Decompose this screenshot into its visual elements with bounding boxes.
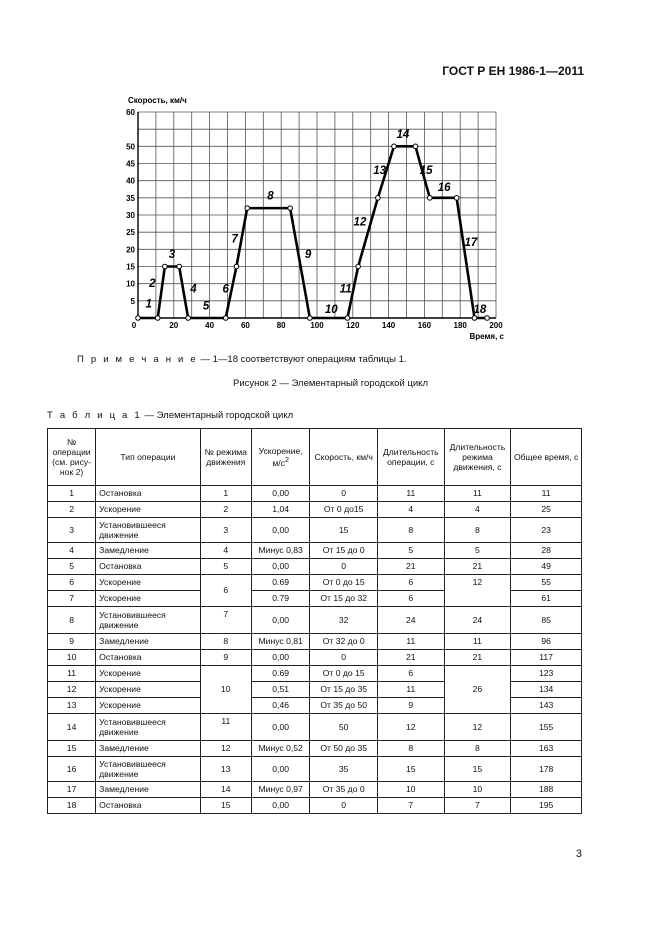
header-op-no: № операции (см. рису-нок 2) <box>48 429 96 486</box>
cell-accel: 0,00 <box>251 486 309 502</box>
table-row <box>48 502 582 518</box>
cell-op: 2 <box>48 502 96 518</box>
data-point <box>454 196 459 201</box>
cell-type: Ускорение <box>96 575 201 591</box>
cell-op-duration: 8 <box>378 741 445 757</box>
cell-op-duration: 12 <box>378 714 445 741</box>
cell-mode-duration: 11 <box>444 634 511 650</box>
operation-label: 15 <box>419 164 433 177</box>
operation-label: 17 <box>464 236 478 249</box>
table-row <box>48 634 582 650</box>
cell-op: 1 <box>48 486 96 502</box>
cell-mode: 10 <box>200 666 251 714</box>
cell-op-duration: 21 <box>378 650 445 666</box>
table-row <box>48 650 582 666</box>
cell-speed: От 50 до 35 <box>310 741 378 757</box>
cell-op: 12 <box>48 682 96 698</box>
cell-accel: 0,00 <box>251 518 309 543</box>
data-point <box>376 196 381 201</box>
cell-mode-duration: 26 <box>444 666 511 714</box>
cell-op-duration: 11 <box>378 486 445 502</box>
x-tick-label: 0 <box>131 321 137 330</box>
operation-label: 7 <box>231 233 238 246</box>
table-row <box>48 559 582 575</box>
cell-op-duration: 11 <box>378 634 445 650</box>
data-point <box>245 206 250 211</box>
header-op-type: Тип операции <box>96 429 201 486</box>
y-axis-label: Скорость, км/ч <box>128 96 187 105</box>
data-point <box>485 316 490 321</box>
header-accel <box>251 429 309 486</box>
cell-mode-duration: 4 <box>444 502 511 518</box>
cell-mode-duration: 5 <box>444 543 511 559</box>
cell-speed: От 15 до 35 <box>310 682 378 698</box>
data-point <box>345 316 350 321</box>
header-mode-duration: Длительность режима движения, с <box>444 429 511 486</box>
figure-note-text: — 1—18 соответствуют операциям таблицы 1. <box>197 354 407 365</box>
table-row <box>48 543 582 559</box>
x-tick-label: 20 <box>169 321 179 330</box>
table-row <box>48 575 582 591</box>
y-tick-label: 15 <box>126 262 135 272</box>
operation-label: 4 <box>190 283 197 296</box>
cell-mode: 9 <box>200 650 251 666</box>
cell-total: 155 <box>511 714 582 741</box>
header-op-duration: Длительность операции, с <box>378 429 445 486</box>
cell-total: 123 <box>511 666 582 682</box>
cell-speed: 35 <box>310 757 378 782</box>
y-tick-label: 45 <box>126 159 135 169</box>
cell-total: 85 <box>511 607 582 634</box>
header-accel-text: Ускорение, м/с <box>258 445 303 468</box>
figure-note-prefix: П р и м е ч а н и е <box>77 354 198 365</box>
cell-accel: 1,04 <box>251 502 309 518</box>
cell-op-duration: 8 <box>378 518 445 543</box>
cell-type: Установившееся движение <box>96 714 201 741</box>
cell-total: 11 <box>511 486 582 502</box>
cell-type: Остановка <box>96 486 201 502</box>
header-speed: Скорость, км/ч <box>310 429 378 486</box>
cell-op: 16 <box>48 757 96 782</box>
table-row <box>48 666 582 682</box>
data-point <box>136 316 141 321</box>
cell-mode: 11 <box>200 714 251 741</box>
cell-op-duration: 11 <box>378 682 445 698</box>
cell-total: 96 <box>511 634 582 650</box>
x-tick-label: 120 <box>346 321 360 330</box>
cell-mode: 13 <box>200 757 251 782</box>
cell-op: 10 <box>48 650 96 666</box>
cell-accel: 0,00 <box>251 757 309 782</box>
data-point <box>308 316 313 321</box>
y-tick-label: 20 <box>126 245 135 255</box>
cell-mode: 12 <box>200 741 251 757</box>
cell-total: 143 <box>511 698 582 714</box>
header-accel-sup: 2 <box>284 456 289 465</box>
cell-accel: 0.69 <box>251 666 309 682</box>
y-tick-label: 50 <box>126 142 135 152</box>
cell-mode-duration: 21 <box>444 559 511 575</box>
cell-mode: 1 <box>200 486 251 502</box>
cell-op: 7 <box>48 591 96 607</box>
cell-accel: 0,51 <box>251 682 309 698</box>
table-row <box>48 518 582 543</box>
cell-accel: 0,00 <box>251 559 309 575</box>
x-axis-label: Время, с <box>469 332 504 341</box>
cell-op-duration: 6 <box>378 666 445 682</box>
table-row <box>48 486 582 502</box>
cell-type: Установившееся движение <box>96 518 201 543</box>
cell-mode-duration: 21 <box>444 650 511 666</box>
cell-op: 18 <box>48 798 96 814</box>
cell-op-duration: 15 <box>378 757 445 782</box>
data-point <box>223 316 228 321</box>
data-point <box>472 316 477 321</box>
x-tick-label: 140 <box>381 321 396 330</box>
data-point <box>186 316 191 321</box>
cell-op-duration: 9 <box>378 698 445 714</box>
cell-accel: 0,00 <box>251 798 309 814</box>
y-tick-label: 10 <box>126 279 135 289</box>
cell-type: Замедление <box>96 543 201 559</box>
operation-label: 11 <box>339 283 352 296</box>
operation-label: 16 <box>437 181 451 194</box>
cell-total: 25 <box>511 502 582 518</box>
cell-speed: 32 <box>310 607 378 634</box>
operation-label: 18 <box>473 303 487 316</box>
cell-op-duration: 21 <box>378 559 445 575</box>
cell-type: Остановка <box>96 798 201 814</box>
cell-mode-duration: 11 <box>444 486 511 502</box>
page-number: 3 <box>575 848 582 860</box>
x-tick-label: 80 <box>276 321 286 330</box>
operation-label: 2 <box>149 278 156 291</box>
operation-label: 1 <box>145 298 152 311</box>
x-tick-label: 160 <box>417 321 432 330</box>
cell-speed: 0 <box>310 559 378 575</box>
operation-label: 3 <box>168 248 176 261</box>
cell-mode: 2 <box>200 502 251 518</box>
x-tick-label: 60 <box>240 321 250 330</box>
table-title-prefix: Т а б л и ц а 1 <box>47 410 142 421</box>
cell-op-duration: 5 <box>378 543 445 559</box>
cell-op: 14 <box>48 714 96 741</box>
cell-accel: 0,00 <box>251 607 309 634</box>
cell-mode: 5 <box>200 559 251 575</box>
cell-type: Установившееся движение <box>96 757 201 782</box>
cell-type: Замедление <box>96 634 201 650</box>
data-point <box>163 264 168 269</box>
cell-op: 9 <box>48 634 96 650</box>
cell-mode-duration: 12 <box>444 714 511 741</box>
cell-accel: 0.69 <box>251 575 309 591</box>
cell-accel: 0,46 <box>251 698 309 714</box>
y-tick-label: 5 <box>130 296 135 306</box>
cell-mode-duration: 8 <box>444 741 511 757</box>
cell-total: 188 <box>511 782 582 798</box>
cell-type: Остановка <box>96 559 201 575</box>
y-tick-label: 40 <box>126 176 135 186</box>
cell-op-duration: 10 <box>378 782 445 798</box>
cell-accel: Минус 0,81 <box>251 634 309 650</box>
operation-label: 14 <box>396 128 410 141</box>
cell-type: Ускорение <box>96 502 201 518</box>
table-title-text: — Элементарный городской цикл <box>141 410 294 421</box>
data-point <box>177 264 182 269</box>
cell-speed: От 35 до 50 <box>310 698 378 714</box>
cell-op: 15 <box>48 741 96 757</box>
table-row <box>48 757 582 782</box>
y-tick-label: 35 <box>126 193 135 203</box>
y-tick-label: 25 <box>126 228 135 238</box>
cell-mode: 14 <box>200 782 251 798</box>
cell-accel: 0.79 <box>251 591 309 607</box>
header-mode-no: № режима движения <box>200 429 251 486</box>
cell-type: Установившееся движение <box>96 607 201 634</box>
cell-accel: Минус 0,83 <box>251 543 309 559</box>
operation-label: 10 <box>324 303 338 316</box>
cell-op: 17 <box>48 782 96 798</box>
cell-total: 163 <box>511 741 582 757</box>
cell-op: 11 <box>48 666 96 682</box>
cell-speed: 0 <box>310 486 378 502</box>
cell-accel: 0,00 <box>251 714 309 741</box>
cell-op-duration: 6 <box>378 591 445 607</box>
x-tick-label: 100 <box>310 321 324 330</box>
data-point <box>234 264 239 269</box>
operation-label: 13 <box>373 164 387 177</box>
data-point <box>288 206 293 211</box>
cell-speed: От 35 до 0 <box>310 782 378 798</box>
cell-op: 8 <box>48 607 96 634</box>
x-tick-label: 40 <box>205 321 215 330</box>
cell-op-duration: 7 <box>378 798 445 814</box>
operations-table <box>47 428 582 814</box>
cell-type: Ускорение <box>96 666 201 682</box>
table-title <box>47 410 293 421</box>
y-tick-label: 60 <box>126 108 135 117</box>
cell-total: 178 <box>511 757 582 782</box>
cell-mode: 3 <box>200 518 251 543</box>
data-point <box>392 144 397 149</box>
table-row <box>48 607 582 634</box>
cell-type: Ускорение <box>96 698 201 714</box>
cell-speed: 0 <box>310 798 378 814</box>
cell-type: Замедление <box>96 782 201 798</box>
data-point <box>356 264 361 269</box>
operation-label: 6 <box>222 283 229 296</box>
cell-type: Ускорение <box>96 591 201 607</box>
x-tick-label: 180 <box>453 321 467 330</box>
operation-label: 8 <box>267 190 274 203</box>
cell-mode: 7 <box>200 607 251 634</box>
table-row <box>48 741 582 757</box>
cell-total: 195 <box>511 798 582 814</box>
cell-speed: 15 <box>310 518 378 543</box>
cell-speed: От 0 до15 <box>310 502 378 518</box>
cell-speed: От 32 до 0 <box>310 634 378 650</box>
cell-mode-duration: 15 <box>444 757 511 782</box>
cell-mode: 6 <box>200 575 251 607</box>
header-total-time: Общее время, с <box>511 429 582 486</box>
cell-mode-duration: 7 <box>444 798 511 814</box>
cell-type: Ускорение <box>96 682 201 698</box>
operation-label: 9 <box>304 248 312 261</box>
cell-mode: 15 <box>200 798 251 814</box>
data-point <box>427 196 432 201</box>
cell-speed: От 0 до 15 <box>310 666 378 682</box>
table-row <box>48 714 582 741</box>
cell-mode: 8 <box>200 634 251 650</box>
table-row <box>48 782 582 798</box>
cell-op-duration: 4 <box>378 502 445 518</box>
cell-total: 134 <box>511 682 582 698</box>
cell-op: 4 <box>48 543 96 559</box>
cell-total: 23 <box>511 518 582 543</box>
cell-mode-duration: 12 <box>444 575 511 607</box>
cell-op: 6 <box>48 575 96 591</box>
cell-mode-duration: 24 <box>444 607 511 634</box>
figure-note <box>77 354 407 365</box>
cell-speed: От 15 до 0 <box>310 543 378 559</box>
table-row <box>48 798 582 814</box>
cell-accel: Минус 0,97 <box>251 782 309 798</box>
operation-label: 12 <box>353 216 367 229</box>
cell-op-duration: 24 <box>378 607 445 634</box>
x-tick-label: 200 <box>489 321 503 330</box>
cell-op: 13 <box>48 698 96 714</box>
y-tick-label: 30 <box>126 211 135 220</box>
cell-op-duration: 6 <box>378 575 445 591</box>
data-point <box>413 144 418 149</box>
cell-op: 5 <box>48 559 96 575</box>
table-header-row <box>48 429 582 486</box>
document-id: ГОСТ Р ЕН 1986-1—2011 <box>442 64 584 78</box>
cell-type: Остановка <box>96 650 201 666</box>
cell-total: 117 <box>511 650 582 666</box>
cell-speed: От 15 до 32 <box>310 591 378 607</box>
data-point <box>155 316 160 321</box>
cell-mode-duration: 10 <box>444 782 511 798</box>
cell-total: 61 <box>511 591 582 607</box>
cell-type: Замедление <box>96 741 201 757</box>
cell-total: 49 <box>511 559 582 575</box>
cell-op: 3 <box>48 518 96 543</box>
speed-time-chart <box>100 92 520 344</box>
cell-mode-duration: 8 <box>444 518 511 543</box>
cell-total: 55 <box>511 575 582 591</box>
cell-accel: Минус 0,52 <box>251 741 309 757</box>
cell-accel: 0,00 <box>251 650 309 666</box>
cell-speed: От 0 до 15 <box>310 575 378 591</box>
figure-caption: Рисунок 2 — Элементарный городской цикл <box>232 378 428 389</box>
operation-label: 5 <box>202 300 210 313</box>
cell-mode: 4 <box>200 543 251 559</box>
cell-speed: 0 <box>310 650 378 666</box>
cell-total: 28 <box>511 543 582 559</box>
cell-speed: 50 <box>310 714 378 741</box>
